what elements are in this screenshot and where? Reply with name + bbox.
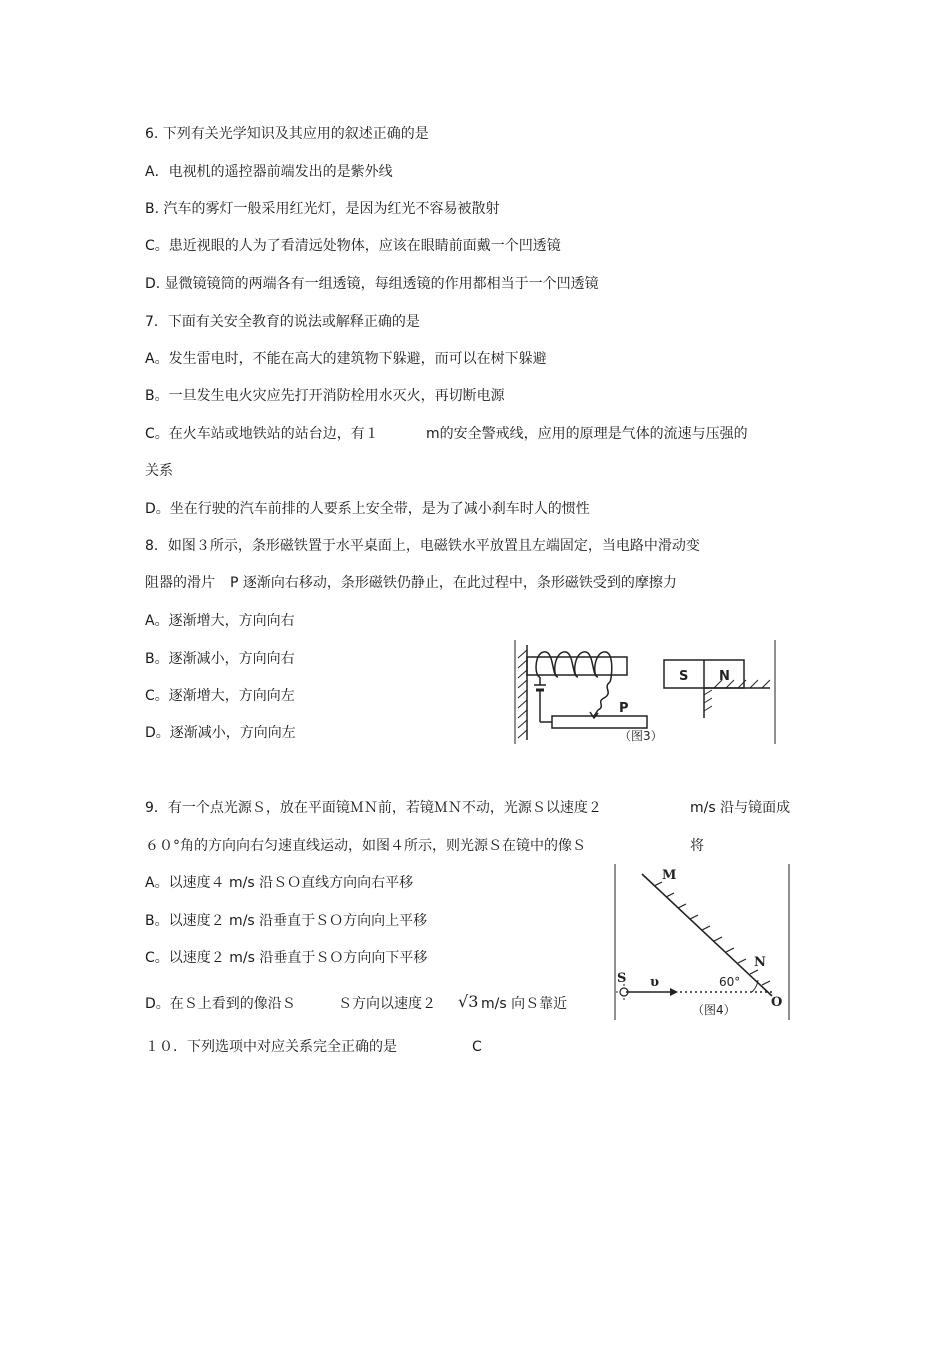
q9-stem-line1b: m/s 沿与镜面成 <box>690 800 791 816</box>
q6-option-c: C。患近视眼的人为了看清远处物体，应该在眼睛前面戴一个凹透镜 <box>145 238 561 254</box>
figure-3-label-p: P <box>619 701 629 716</box>
q9-option-d-part2: Ｓ方向以速度２ <box>338 996 436 1012</box>
q9-option-d-part1: D。在Ｓ上看到的像沿Ｓ <box>145 996 296 1012</box>
q8-stem-line2b: P 逐渐向右移动，条形磁铁仍静止，在此过程中，条形磁铁受到的摩擦力 <box>230 575 677 591</box>
q9-option-a: A。以速度４ m/s 沿ＳＯ直线方向向右平移 <box>145 875 414 891</box>
q8-option-d: D。逐渐减小，方向向左 <box>145 725 296 741</box>
q9-option-d-sqrt3: √3 <box>458 992 479 1011</box>
q6-option-d: D. 显微镜镜筒的两端各有一组透镜，每组透镜的作用都相当于一个凹透镜 <box>145 276 599 292</box>
figure-4-label-m: M <box>662 868 677 883</box>
q8-option-c: C。逐渐增大，方向向左 <box>145 688 295 704</box>
figure-4-label-v: υ <box>650 975 660 990</box>
figure-4-caption: （图4） <box>692 1003 736 1017</box>
q7-option-c-part1: C。在火车站或地铁站的站台边，有１ <box>145 426 379 442</box>
q7-option-c-part3: 关系 <box>145 463 173 479</box>
figure-3-label-n: N <box>719 669 730 684</box>
figure-3-label-s: S <box>679 669 689 684</box>
q9-option-c: C。以速度２ m/s 沿垂直于ＳＯ方向向下平移 <box>145 950 428 966</box>
q7-option-a: A。发生雷电时，不能在高大的建筑物下躲避，而可以在树下躲避 <box>145 351 547 367</box>
q9-option-d-part3: m/s 向Ｓ靠近 <box>481 996 568 1012</box>
q9-option-b: B。以速度２ m/s 沿垂直于ＳＯ方向向上平移 <box>145 913 428 929</box>
q7-stem: 7．下面有关安全教育的说法或解释正确的是 <box>145 314 420 330</box>
q7-option-b: B。一旦发生电火灾应先打开消防栓用水灭火，再切断电源 <box>145 388 505 404</box>
figure-3-caption: （图3） <box>619 729 663 743</box>
q8-option-b: B。逐渐减小，方向向右 <box>145 651 295 667</box>
figure-4-label-o: O <box>771 995 783 1010</box>
q6-option-b: B. 汽车的雾灯一般采用红光灯，是因为红光不容易被散射 <box>145 201 500 217</box>
q6-stem: 6. 下列有关光学知识及其应用的叙述正确的是 <box>145 126 429 142</box>
q8-stem-line1: 8．如图３所示，条形磁铁置于水平桌面上，电磁铁水平放置且左端固定，当电路中滑动变 <box>145 538 700 554</box>
q10-answer: C <box>472 1039 482 1055</box>
q10-stem: １０．下列选项中对应关系完全正确的是 <box>145 1039 397 1055</box>
figure-4-label-angle: 60° <box>719 975 741 989</box>
q7-option-c-part2: m的安全警戒线，应用的原理是气体的流速与压强的 <box>426 426 748 442</box>
q8-stem-line2a: 阻器的滑片 <box>145 575 215 591</box>
q7-option-d: D。坐在行驶的汽车前排的人要系上安全带，是为了减小刹车时人的惯性 <box>145 501 590 517</box>
figure-4-label-n: N <box>754 955 766 970</box>
q8-option-a: A。逐渐增大，方向向右 <box>145 613 295 629</box>
figure-3-electromagnet-diagram <box>514 640 776 744</box>
q9-stem-line2b: 将 <box>690 838 704 854</box>
q9-stem-line1a: 9．有一个点光源Ｓ，放在平面镜ＭＮ前，若镜ＭＮ不动，光源Ｓ以速度２ <box>145 800 602 816</box>
figure-4-mirror-diagram <box>614 864 790 1020</box>
q9-stem-line2a: ６０°角的方向向右匀速直线运动，如图４所示，则光源Ｓ在镜中的像Ｓ <box>145 838 586 854</box>
q6-option-a: A．电视机的遥控器前端发出的是紫外线 <box>145 164 393 180</box>
figure-4-label-s: S <box>617 971 627 986</box>
